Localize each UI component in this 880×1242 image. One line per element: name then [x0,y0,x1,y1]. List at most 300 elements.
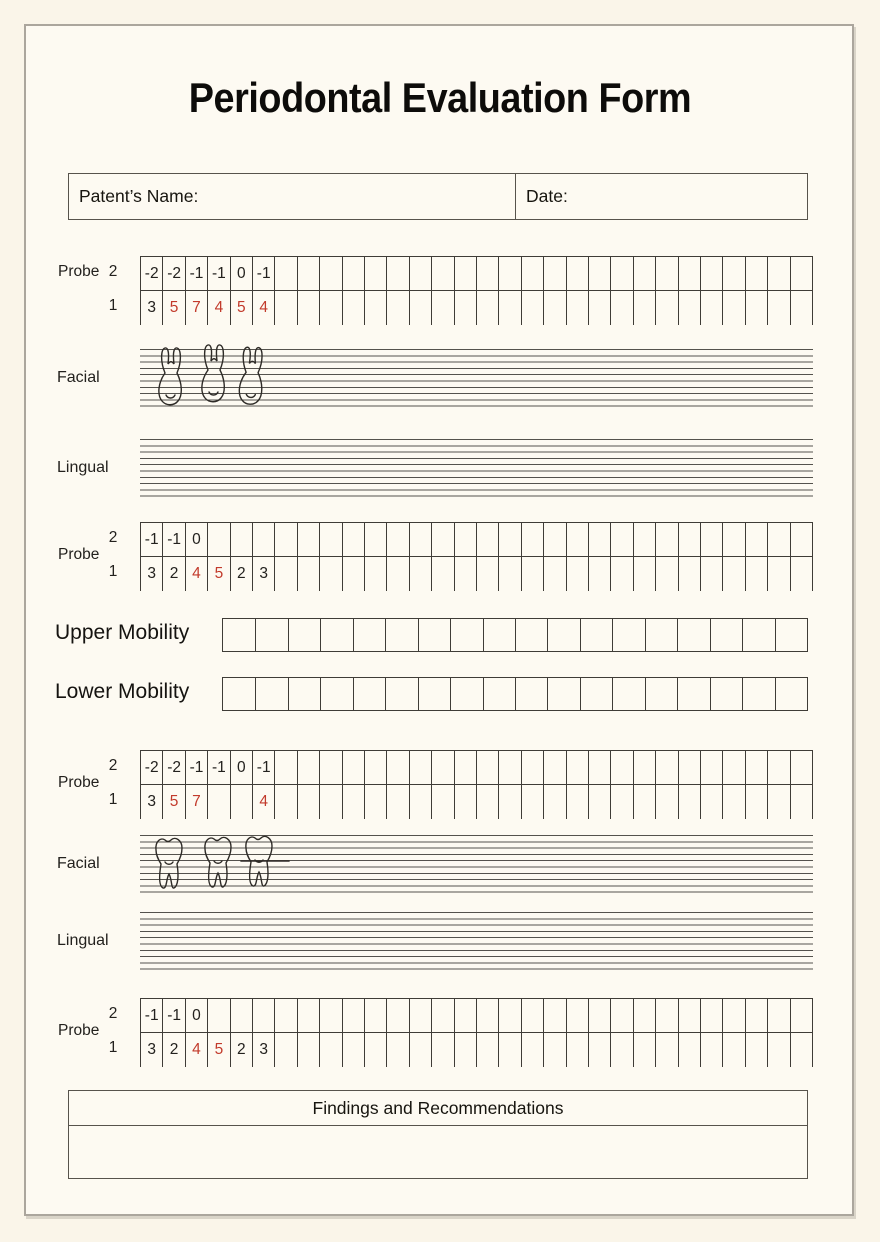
probe-cell[interactable] [633,999,655,1032]
probe-cell[interactable] [767,557,789,591]
probe-cell[interactable] [700,257,722,290]
probe-cell[interactable] [230,523,252,556]
probe-cell[interactable] [319,1033,341,1067]
probe-cell[interactable] [386,751,408,784]
probe-cell[interactable] [722,557,744,591]
upper-teeth-sketch [146,342,281,412]
mobility-cell[interactable] [450,678,482,710]
probe-cell[interactable] [633,523,655,556]
mobility-cell[interactable] [483,619,515,651]
probe-cell[interactable] [521,557,543,591]
probe-cell[interactable] [588,523,610,556]
mobility-cell[interactable] [385,619,417,651]
probe-cell[interactable] [342,557,364,591]
probe-row1-label: 1 [108,791,118,808]
probe-cell[interactable] [745,557,767,591]
mobility-cell[interactable] [775,619,807,651]
probe-cell[interactable] [566,257,588,290]
form-title: Periodontal Evaluation Form [188,74,692,121]
probe-cell[interactable] [745,999,767,1032]
mobility-cell[interactable] [515,619,547,651]
probe-cell[interactable] [543,1033,565,1067]
probe-cell[interactable] [790,557,812,591]
probe-cell[interactable] [431,257,453,290]
probe-cell[interactable] [633,751,655,784]
probe-cell[interactable]: 4 [252,291,274,325]
probe-cell[interactable] [297,1033,319,1067]
probe-cell[interactable] [678,257,700,290]
probe-cell[interactable] [342,291,364,325]
mobility-cell[interactable] [223,678,255,710]
probe-cell[interactable] [230,999,252,1032]
probe-cell[interactable] [633,557,655,591]
probe-cell[interactable] [319,785,341,819]
mobility-cell[interactable] [677,619,709,651]
probe-cell[interactable] [431,557,453,591]
probe-cell[interactable] [678,1033,700,1067]
probe-cell[interactable] [386,785,408,819]
mobility-cell[interactable] [288,619,320,651]
probe-cell[interactable]: 3 [140,557,162,591]
probe-cell[interactable]: -1 [185,257,207,290]
probe-cell[interactable] [566,751,588,784]
probe-cell[interactable] [790,785,812,819]
probe-cell[interactable] [297,999,319,1032]
mobility-cell[interactable] [385,678,417,710]
probe-cell[interactable] [498,291,520,325]
probe-cell[interactable] [476,999,498,1032]
probe-cell[interactable] [297,257,319,290]
probe-cell[interactable] [633,257,655,290]
probe-cell[interactable] [498,557,520,591]
probe-cell[interactable] [386,999,408,1032]
probe-cell[interactable] [767,999,789,1032]
mobility-cell[interactable] [580,678,612,710]
probe-cell[interactable]: -1 [162,523,184,556]
probe-cell[interactable] [722,1033,744,1067]
probe-cell[interactable] [476,785,498,819]
probe-cell[interactable]: -1 [207,751,229,784]
probe-cell[interactable]: -1 [140,999,162,1032]
probe-cell[interactable]: 4 [252,785,274,819]
probe-cell[interactable] [454,1033,476,1067]
probe-section [0,256,880,326]
probe-cell[interactable] [274,291,296,325]
probe-cell[interactable] [386,1033,408,1067]
probe-cell[interactable] [454,557,476,591]
probe-cell[interactable]: -2 [140,751,162,784]
probe-cell[interactable] [319,291,341,325]
probe-cell[interactable] [521,751,543,784]
mobility-cell[interactable] [483,678,515,710]
probe-grid [140,522,813,591]
probe-cell[interactable] [745,1033,767,1067]
probe-cell[interactable] [767,291,789,325]
mobility-cell[interactable] [353,619,385,651]
probe-cell[interactable] [655,999,677,1032]
probe-cell[interactable]: 2 [162,557,184,591]
probe-cell[interactable] [364,751,386,784]
probe-cell[interactable] [610,257,632,290]
probe-cell[interactable]: 2 [230,557,252,591]
probe-cell[interactable] [588,557,610,591]
probe-cell[interactable]: -1 [162,999,184,1032]
probe-cell[interactable] [297,751,319,784]
probe-section [0,998,880,1068]
probe-cell[interactable] [566,999,588,1032]
probe-cell[interactable]: -1 [252,257,274,290]
probe-cell[interactable]: 5 [230,291,252,325]
probe-cell[interactable] [319,523,341,556]
probe-cell[interactable]: 5 [162,785,184,819]
probe-cell[interactable] [655,523,677,556]
probe-cell[interactable]: 3 [140,1033,162,1067]
probe-cell[interactable] [543,257,565,290]
mobility-cell[interactable] [742,678,774,710]
probe-cell[interactable] [700,1033,722,1067]
probe-cell[interactable] [409,999,431,1032]
probe-cell[interactable] [588,999,610,1032]
probe-cell[interactable] [274,785,296,819]
probe-cell[interactable] [610,291,632,325]
probe-cell[interactable] [297,785,319,819]
probe-cell[interactable] [543,523,565,556]
probe-cell[interactable] [342,523,364,556]
mobility-cell[interactable] [515,678,547,710]
probe-cell[interactable] [722,291,744,325]
probe-cell[interactable] [543,291,565,325]
probe-cell[interactable] [655,291,677,325]
probe-cell[interactable] [364,999,386,1032]
probe-cell[interactable]: 7 [185,291,207,325]
probe-cell[interactable] [745,523,767,556]
probe-cell[interactable] [700,523,722,556]
mobility-cell[interactable] [418,678,450,710]
probe-cell[interactable] [364,523,386,556]
probe-cell[interactable]: 7 [185,785,207,819]
probe-cell[interactable] [678,557,700,591]
patient-name-label: Patent’s Name: [79,186,199,206]
probe-cell[interactable] [498,785,520,819]
probe-cell[interactable] [409,257,431,290]
mobility-cell[interactable] [255,678,287,710]
arch-section [0,439,880,497]
probe-cell[interactable]: 5 [162,291,184,325]
probe-cell[interactable] [386,523,408,556]
probe-cell[interactable] [498,257,520,290]
probe-cell[interactable] [252,523,274,556]
probe-cell[interactable] [521,523,543,556]
probe-cell[interactable]: 0 [230,257,252,290]
probe-cell[interactable] [364,291,386,325]
mobility-cell[interactable] [775,678,807,710]
mobility-cell[interactable] [547,619,579,651]
probe-cell[interactable] [230,785,252,819]
probe-cell[interactable]: 3 [252,557,274,591]
probe-cell[interactable]: -1 [185,751,207,784]
probe-cell[interactable] [521,999,543,1032]
probe-cell[interactable] [610,999,632,1032]
probe-cell[interactable] [790,751,812,784]
probe-cell[interactable] [790,291,812,325]
findings-input-area[interactable] [69,1126,807,1178]
probe-cell[interactable] [767,751,789,784]
probe-cell[interactable] [588,257,610,290]
upper-mobility-label: Upper Mobility [55,621,190,644]
mobility-cell[interactable] [320,678,352,710]
probe-cell[interactable]: 2 [230,1033,252,1067]
mobility-cell[interactable] [645,619,677,651]
probe-cell[interactable] [342,257,364,290]
mobility-cell[interactable] [418,619,450,651]
probe-row1-label: 1 [108,1039,118,1056]
probe-cell[interactable] [722,257,744,290]
probe-cell[interactable]: 0 [230,751,252,784]
probe-cell[interactable] [745,785,767,819]
lingual-chart-area[interactable] [140,912,813,970]
probe-cell[interactable] [476,557,498,591]
probe-cell[interactable] [745,751,767,784]
mobility-cell[interactable] [353,678,385,710]
probe-cell[interactable] [610,523,632,556]
probe-cell[interactable] [342,751,364,784]
probe-grid [140,750,813,819]
probe-cell[interactable] [678,751,700,784]
probe-cell[interactable] [454,257,476,290]
probe-cell[interactable] [274,257,296,290]
probe-cell[interactable] [678,291,700,325]
probe-cell[interactable] [790,257,812,290]
probe-cell[interactable] [297,291,319,325]
lower-mobility-label: Lower Mobility [55,680,190,703]
probe-cell[interactable] [655,785,677,819]
probe-cell[interactable] [588,751,610,784]
probe-cell[interactable] [431,999,453,1032]
probe-cell[interactable] [498,523,520,556]
probe-cell[interactable] [342,999,364,1032]
probe-cell[interactable]: 0 [185,999,207,1032]
probe-cell[interactable] [722,785,744,819]
lingual-chart-area[interactable] [140,439,813,497]
probe-cell[interactable] [745,291,767,325]
probe-cell[interactable]: 0 [185,523,207,556]
mobility-cell[interactable] [547,678,579,710]
probe-cell[interactable]: -2 [140,257,162,290]
probe-label: Probe [58,546,100,563]
mobility-cell[interactable] [612,619,644,651]
probe-cell[interactable] [790,999,812,1032]
probe-cell[interactable] [364,1033,386,1067]
probe-label: Probe [58,1022,100,1039]
probe-cell[interactable] [476,257,498,290]
probe-cell[interactable] [588,1033,610,1067]
probe-row [140,750,813,785]
probe-cell[interactable] [274,1033,296,1067]
mobility-cell[interactable] [580,619,612,651]
probe-cell[interactable] [521,1033,543,1067]
probe-cell[interactable] [409,291,431,325]
probe-cell[interactable] [274,751,296,784]
probe-cell[interactable] [700,751,722,784]
probe-cell[interactable] [521,291,543,325]
probe-cell[interactable] [633,785,655,819]
probe-cell[interactable] [678,523,700,556]
probe-cell[interactable] [610,785,632,819]
probe-cell[interactable]: 4 [207,291,229,325]
probe-cell[interactable] [566,557,588,591]
probe-cell[interactable] [274,523,296,556]
probe-cell[interactable]: 4 [185,1033,207,1067]
probe-cell[interactable] [767,523,789,556]
probe-cell[interactable] [767,257,789,290]
probe-cell[interactable] [364,785,386,819]
probe-cell[interactable] [610,1033,632,1067]
probe-cell[interactable] [386,257,408,290]
probe-cell[interactable] [543,999,565,1032]
probe-cell[interactable] [790,1033,812,1067]
probe-cell[interactable] [297,523,319,556]
mobility-cell[interactable] [288,678,320,710]
probe-cell[interactable] [364,257,386,290]
probe-cell[interactable] [454,523,476,556]
probe-cell[interactable] [566,291,588,325]
probe-cell[interactable] [566,785,588,819]
probe-cell[interactable] [498,1033,520,1067]
probe-cell[interactable] [409,1033,431,1067]
probe-cell[interactable] [521,785,543,819]
probe-cell[interactable] [342,785,364,819]
probe-row [140,522,813,557]
probe-cell[interactable] [431,1033,453,1067]
probe-cell[interactable]: 3 [252,1033,274,1067]
probe-cell[interactable] [722,751,744,784]
probe-cell[interactable]: 3 [140,785,162,819]
probe-cell[interactable]: -2 [162,257,184,290]
probe-cell[interactable] [319,999,341,1032]
probe-cell[interactable] [386,557,408,591]
mobility-cell[interactable] [320,619,352,651]
probe-cell[interactable] [588,785,610,819]
probe-cell[interactable] [633,1033,655,1067]
probe-cell[interactable] [678,785,700,819]
probe-cell[interactable] [543,785,565,819]
probe-cell[interactable] [610,751,632,784]
probe-cell[interactable] [319,751,341,784]
mobility-cell[interactable] [710,619,742,651]
probe-cell[interactable] [767,1033,789,1067]
probe-cell[interactable] [431,523,453,556]
probe-cell[interactable] [454,751,476,784]
probe-cell[interactable] [476,523,498,556]
mobility-cell[interactable] [223,619,255,651]
probe-cell[interactable] [655,257,677,290]
probe-cell[interactable] [207,999,229,1032]
probe-cell[interactable] [543,557,565,591]
probe-cell[interactable] [454,999,476,1032]
probe-cell[interactable] [319,257,341,290]
probe-cell[interactable] [655,1033,677,1067]
probe-cell[interactable]: 3 [140,291,162,325]
lingual-label: Lingual [57,459,109,476]
probe-cell[interactable] [207,523,229,556]
probe-cell[interactable] [252,999,274,1032]
mobility-cell[interactable] [677,678,709,710]
mobility-cell[interactable] [645,678,677,710]
probe-cell[interactable] [476,291,498,325]
probe-cell[interactable] [454,785,476,819]
probe-cell[interactable]: -1 [140,523,162,556]
probe-cell[interactable] [364,557,386,591]
probe-cell[interactable] [700,785,722,819]
probe-cell[interactable] [767,785,789,819]
probe-cell[interactable]: 5 [207,557,229,591]
probe-cell[interactable] [498,999,520,1032]
probe-cell[interactable] [722,523,744,556]
probe-cell[interactable] [431,291,453,325]
probe-cell[interactable] [566,1033,588,1067]
probe-cell[interactable]: -1 [207,257,229,290]
probe-cell[interactable] [655,557,677,591]
probe-cell[interactable] [297,557,319,591]
probe-cell[interactable] [274,557,296,591]
probe-cell[interactable] [274,999,296,1032]
probe-cell[interactable] [409,785,431,819]
probe-cell[interactable] [207,785,229,819]
probe-cell[interactable] [521,257,543,290]
probe-cell[interactable] [409,751,431,784]
mobility-cell[interactable] [742,619,774,651]
probe-cell[interactable] [722,999,744,1032]
probe-cell[interactable] [431,785,453,819]
probe-grid [140,256,813,325]
probe-cell[interactable] [700,999,722,1032]
probe-cell[interactable] [790,523,812,556]
probe-cell[interactable] [610,557,632,591]
probe-cell[interactable] [678,999,700,1032]
probe-cell[interactable] [476,1033,498,1067]
probe-cell[interactable] [476,751,498,784]
probe-cell[interactable] [633,291,655,325]
probe-cell[interactable] [409,523,431,556]
probe-cell[interactable] [498,751,520,784]
probe-cell[interactable] [454,291,476,325]
probe-row2-label: 2 [108,757,118,774]
probe-cell[interactable] [700,291,722,325]
probe-cell[interactable]: 5 [207,1033,229,1067]
probe-cell[interactable]: 2 [162,1033,184,1067]
probe-cell[interactable] [588,291,610,325]
facial-label: Facial [57,369,100,386]
probe-cell[interactable] [566,523,588,556]
probe-cell[interactable] [342,1033,364,1067]
probe-cell[interactable] [543,751,565,784]
mobility-cell[interactable] [255,619,287,651]
probe-cell[interactable] [319,557,341,591]
probe-cell[interactable] [700,557,722,591]
probe-cell[interactable] [409,557,431,591]
mobility-cell[interactable] [612,678,644,710]
probe-cell[interactable]: 4 [185,557,207,591]
probe-cell[interactable] [431,751,453,784]
probe-cell[interactable] [745,257,767,290]
probe-cell[interactable] [386,291,408,325]
mobility-cell[interactable] [710,678,742,710]
mobility-cell[interactable] [450,619,482,651]
probe-cell[interactable]: -2 [162,751,184,784]
probe-cell[interactable]: -1 [252,751,274,784]
probe-cell[interactable] [655,751,677,784]
probe-row1-label: 1 [108,297,118,314]
